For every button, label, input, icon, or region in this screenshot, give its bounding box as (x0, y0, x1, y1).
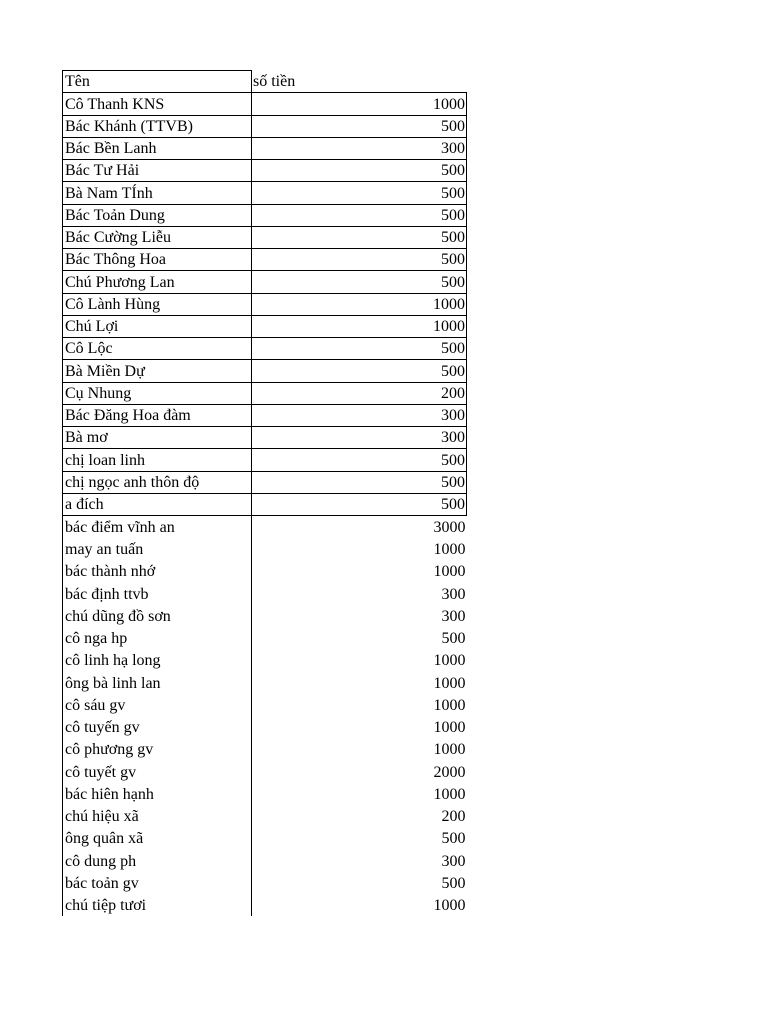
name-cell[interactable]: a đích (63, 493, 252, 515)
table-row (63, 538, 467, 560)
table-row (63, 427, 467, 449)
table-row (63, 449, 467, 471)
name-cell[interactable]: Bác Khánh (TTVB) (63, 115, 252, 137)
name-cell[interactable]: cô tuyết gv (63, 760, 252, 782)
name-cell[interactable]: cô sáu gv (63, 694, 252, 716)
amount-cell[interactable]: 300 (252, 427, 467, 449)
amount-cell[interactable]: 500 (441, 874, 466, 892)
name-cell[interactable]: Cô Thanh KNS (63, 93, 252, 115)
amount-cell[interactable]: 1000 (433, 719, 466, 736)
contributions-table (62, 70, 467, 916)
amount-cell[interactable]: 500 (441, 830, 466, 848)
name-cell[interactable]: Cô Lành Hùng (63, 293, 252, 315)
table-row (63, 271, 467, 293)
name-cell[interactable]: cô tuyến gv (63, 716, 252, 738)
amount-cell[interactable]: 1000 (433, 674, 466, 692)
name-cell[interactable]: cô nga hp (63, 627, 252, 649)
table-row (63, 872, 467, 894)
amount-cell[interactable]: 300 (252, 137, 467, 159)
table-row (63, 204, 467, 226)
name-cell[interactable]: Bác Tư Hải (63, 160, 252, 182)
table-row (63, 694, 467, 716)
name-cell[interactable]: bác thành nhớ (63, 560, 252, 582)
table-row (63, 226, 467, 248)
amount-cell[interactable]: 500 (252, 449, 467, 471)
name-cell[interactable]: cô linh hạ long (63, 649, 252, 671)
amount-cell[interactable]: 1000 (252, 315, 467, 337)
amount-cell[interactable]: 500 (252, 115, 467, 137)
name-cell[interactable]: chú dũng đồ sơn (63, 605, 252, 627)
table-row (63, 671, 467, 693)
amount-cell[interactable]: 1000 (252, 93, 467, 115)
table-row (63, 115, 467, 137)
amount-cell[interactable]: 1000 (433, 541, 466, 558)
table-row (63, 293, 467, 315)
amount-cell[interactable]: 1000 (433, 785, 466, 803)
amount-cell[interactable]: 1000 (433, 741, 466, 759)
table-row (63, 716, 467, 738)
name-cell[interactable]: Bà Nam TÍnh (63, 182, 252, 204)
name-cell[interactable]: may an tuấn (63, 538, 252, 560)
name-cell[interactable]: ông quân xã (63, 827, 252, 849)
name-cell[interactable]: chú tiệp tươi (63, 894, 252, 916)
table-row (63, 805, 467, 827)
amount-cell[interactable]: 500 (252, 204, 467, 226)
name-cell[interactable]: Chú Lợi (63, 315, 252, 337)
name-cell[interactable]: bác định ttvb (63, 582, 252, 604)
table-row (63, 849, 467, 871)
name-cell[interactable]: Bác Toản Dung (63, 204, 252, 226)
name-cell[interactable]: Chú Phương Lan (63, 271, 252, 293)
table-row (63, 516, 467, 538)
amount-cell[interactable]: 500 (252, 493, 467, 515)
name-cell[interactable]: Cụ Nhung (63, 382, 252, 404)
amount-cell[interactable]: 500 (252, 226, 467, 248)
amount-cell[interactable]: 2000 (433, 763, 466, 781)
name-cell[interactable]: Cô Lộc (63, 338, 252, 360)
amount-cell[interactable]: 200 (252, 382, 467, 404)
table-row (63, 493, 467, 515)
name-cell[interactable]: ông bà linh lan (63, 671, 252, 693)
amount-cell[interactable]: 500 (252, 271, 467, 293)
table-row (63, 137, 467, 159)
amount-cell[interactable]: 1000 (433, 897, 466, 914)
name-cell[interactable]: Bác Bền Lanh (63, 137, 252, 159)
table-row (63, 783, 467, 805)
name-cell[interactable]: cô dung ph (63, 849, 252, 871)
table-row (63, 382, 467, 404)
name-cell[interactable]: bác toản gv (63, 872, 252, 894)
amount-cell[interactable]: 300 (441, 585, 466, 603)
name-cell[interactable]: Bà mơ (63, 427, 252, 449)
amount-cell[interactable]: 500 (252, 360, 467, 382)
name-cell[interactable]: Bác Thông Hoa (63, 249, 252, 271)
table-row (63, 560, 467, 582)
table-row (63, 360, 467, 382)
amount-cell[interactable]: 3000 (433, 518, 466, 536)
name-cell[interactable]: Bà Miền Dự (63, 360, 252, 382)
table-row (63, 471, 467, 493)
name-cell[interactable]: chú hiệu xã (63, 805, 252, 827)
name-cell[interactable]: chị ngọc anh thôn độ (63, 471, 252, 493)
amount-cell[interactable]: 300 (441, 852, 466, 870)
table-row (63, 249, 467, 271)
table-row (63, 627, 467, 649)
table-row (63, 160, 467, 182)
table-row (63, 93, 467, 115)
name-cell[interactable]: bác điểm vĩnh an (63, 516, 252, 538)
amount-cell[interactable]: 500 (441, 630, 466, 647)
table-row (63, 760, 467, 782)
amount-cell[interactable]: 500 (252, 338, 467, 360)
name-cell[interactable]: Bác Đăng Hoa đàm (63, 404, 252, 426)
header-amount-cell[interactable]: số tiền (253, 73, 296, 91)
name-cell[interactable]: Bác Cường Liễu (63, 226, 252, 248)
table-row (63, 738, 467, 760)
header-row (63, 71, 467, 93)
table-row (63, 605, 467, 627)
table-row (63, 404, 467, 426)
amount-cell[interactable]: 500 (252, 182, 467, 204)
table-row (63, 338, 467, 360)
name-cell[interactable]: cô phương gv (63, 738, 252, 760)
amount-cell[interactable]: 500 (252, 471, 467, 493)
table-row (63, 315, 467, 337)
amount-cell[interactable]: 1000 (433, 696, 466, 714)
table-row (63, 894, 467, 916)
amount-cell[interactable]: 200 (441, 808, 466, 825)
table-row (63, 582, 467, 604)
amount-cell[interactable]: 500 (252, 160, 467, 182)
header-name-cell[interactable]: Tên (63, 71, 252, 93)
name-cell[interactable]: chị loan linh (63, 449, 252, 471)
table-row (63, 649, 467, 671)
amount-cell[interactable]: 300 (252, 404, 467, 426)
amount-cell[interactable]: 300 (441, 607, 466, 625)
table-row (63, 827, 467, 849)
table-body (63, 71, 467, 917)
amount-cell[interactable]: 1000 (252, 293, 467, 315)
amount-cell[interactable]: 500 (252, 249, 467, 271)
name-cell[interactable]: bác hiên hạnh (63, 783, 252, 805)
amount-cell[interactable]: 1000 (433, 563, 466, 581)
amount-cell[interactable]: 1000 (433, 652, 466, 670)
table-row (63, 182, 467, 204)
